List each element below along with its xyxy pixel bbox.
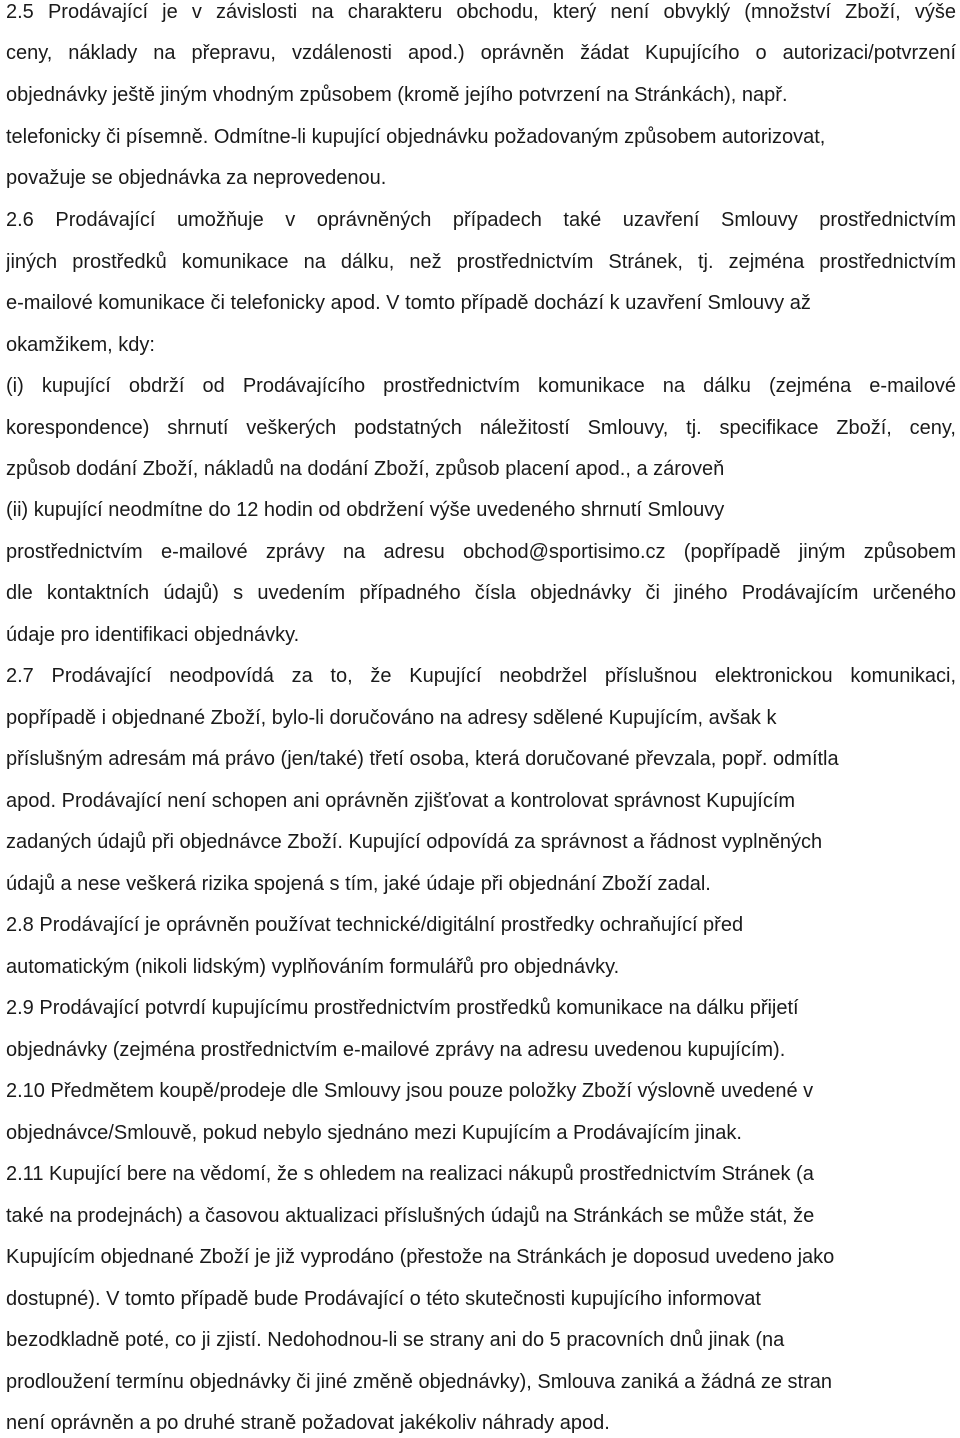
text-line: prostřednictvím e-mailové zprávy na adresu obchod@sportisimo.cz (popřípadě jiným způsobem: [6, 541, 956, 563]
text-line: automatickým (nikoli lidským) vyplňováním formulářů pro objednávky.: [6, 956, 620, 978]
text-line: telefonicky či písemně. Odmítne-li kupující objednávku požadovaným způsobem autorizovat,: [6, 126, 826, 148]
text-line: bezodkladně poté, co ji zjistí. Nedohodnou-li se strany ani do 5 pracovních dnů jinak (na: [6, 1329, 785, 1351]
text-line: 2.5 Prodávající je v závislosti na charakteru obchodu, který není obvyklý (množství Zboží, výše: [6, 1, 956, 23]
text-line: apod. Prodávající není schopen ani oprávněn zjišťovat a kontrolovat správnost Kupujícím: [6, 790, 796, 812]
text-line: dle kontaktních údajů) s uvedením případného čísla objednávky či jiného Prodávajícím určeného: [6, 582, 956, 604]
text-line: objednávce/Smlouvě, pokud nebylo sjednáno mezi Kupujícím a Prodávajícím jinak.: [6, 1122, 742, 1144]
text-line: není oprávněn a po druhé straně požadovat jakékoliv náhrady apod.: [6, 1412, 610, 1434]
text-line: 2.11 Kupující bere na vědomí, že s ohledem na realizaci nákupů prostřednictvím Stránek (a: [6, 1163, 814, 1185]
text-line: 2.7 Prodávající neodpovídá za to, že Kupující neobdržel příslušnou elektronickou komunikaci,: [6, 665, 956, 687]
text-line: 2.6 Prodávající umožňuje v oprávněných případech také uzavření Smlouvy prostřednictvím: [6, 209, 956, 231]
text-line: prodloužení termínu objednávky či jiné změně objednávky), Smlouva zaniká a žádná ze stran: [6, 1371, 833, 1393]
text-line: 2.8 Prodávající je oprávněn používat technické/digitální prostředky ochraňující před: [6, 914, 744, 936]
text-line: údaje pro identifikaci objednávky.: [6, 624, 300, 646]
text-line: dostupné). V tomto případě bude Prodávající o této skutečnosti kupujícího informovat: [6, 1288, 761, 1310]
text-line: zadaných údajů při objednávce Zboží. Kupující odpovídá za správnost a řádnost vyplněných: [6, 831, 823, 853]
text-line: způsob dodání Zboží, nákladů na dodání Zboží, způsob placení apod., a zároveň: [6, 458, 725, 480]
text-line: popřípadě i objednané Zboží, bylo-li doručováno na adresy sdělené Kupujícím, avšak k: [6, 707, 777, 729]
text-line: příslušným adresám má právo (jen/také) třetí osoba, která doručované převzala, popř. odmítla: [6, 748, 839, 770]
text-line: ceny, náklady na přepravu, vzdálenosti apod.) oprávněn žádat Kupujícího o autorizaci/potvrzení: [6, 42, 956, 64]
text-line: považuje se objednávka za neprovedenou.: [6, 167, 387, 189]
text-line: (i) kupující obdrží od Prodávajícího prostřednictvím komunikace na dálku (zejména e-mailové: [6, 375, 956, 397]
text-line: údajů a nese veškerá rizika spojená s tím, jaké údaje při objednání Zboží zadal.: [6, 873, 711, 895]
text-line: také na prodejnách) a časovou aktualizaci příslušných údajů na Stránkách se může stát, že: [6, 1205, 815, 1227]
text-line: 2.9 Prodávající potvrdí kupujícímu prostřednictvím prostředků komunikace na dálku přijetí: [6, 997, 799, 1019]
text-line: e-mailové komunikace či telefonicky apod. V tomto případě dochází k uzavření Smlouvy až: [6, 292, 811, 314]
text-line: (ii) kupující neodmítne do 12 hodin od obdržení výše uvedeného shrnutí Smlouvy: [6, 499, 725, 521]
text-line: objednávky (zejména prostřednictvím e-mailové zprávy na adresu uvedenou kupujícím).: [6, 1039, 786, 1061]
text-line: Kupujícím objednané Zboží je již vyprodáno (přestože na Stránkách je doposud uvedeno jako: [6, 1246, 835, 1268]
text-line: okamžikem, kdy:: [6, 334, 155, 356]
text-line: 2.10 Předmětem koupě/prodeje dle Smlouvy jsou pouze položky Zboží výslovně uvedené v: [6, 1080, 814, 1102]
text-line: korespondence) shrnutí veškerých podstatných náležitostí Smlouvy, tj. specifikace Zboží, ceny,: [6, 417, 956, 439]
text-line: jiných prostředků komunikace na dálku, než prostřednictvím Stránek, tj. zejména prostřednictvím: [6, 251, 956, 273]
text-line: objednávky ještě jiným vhodným způsobem (kromě jejího potvrzení na Stránkách), např.: [6, 84, 788, 106]
